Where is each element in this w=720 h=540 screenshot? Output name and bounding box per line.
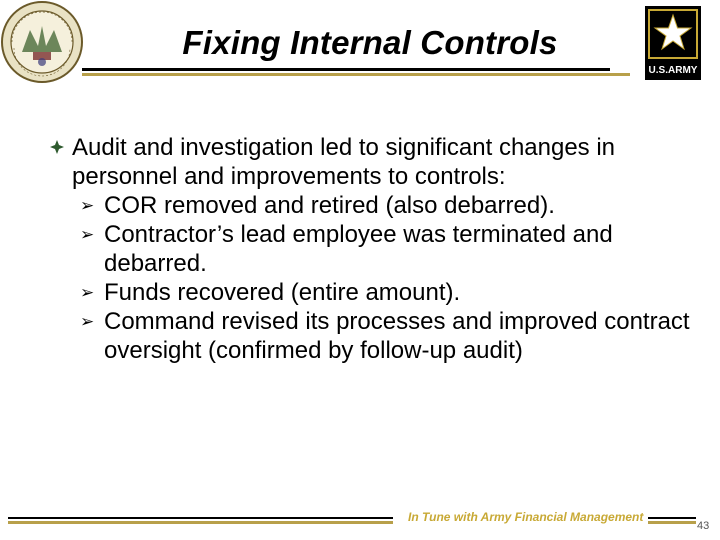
footer-tagline: In Tune with Army Financial Management — [408, 510, 644, 524]
footer-divider-gold — [8, 521, 393, 524]
sub-bullet-text: Funds recovered (entire amount). — [104, 279, 461, 306]
us-army-star-logo — [645, 6, 701, 80]
title-divider-gold — [82, 73, 630, 76]
sub-bullet — [50, 220, 700, 278]
sub-bullet — [50, 307, 700, 365]
sub-bullet-text: COR removed and retired (also debarred). — [104, 192, 555, 219]
footer-divider-gold-right — [648, 521, 696, 524]
army-seal-logo — [0, 0, 84, 84]
sub-bullet — [50, 191, 700, 220]
slide-body — [50, 133, 700, 365]
sub-bullet — [50, 278, 700, 307]
arrow-bullet-icon: ➢ — [80, 312, 95, 331]
sub-bullet-text: Contractor’s lead employee was terminated and debarred. — [104, 221, 613, 277]
sub-bullet-text: Command revised its processes and improved contract oversight (confirmed by follow-up audit) — [104, 308, 690, 364]
footer-divider-black — [8, 517, 393, 519]
slide-title: Fixing Internal Controls — [182, 24, 558, 61]
arrow-bullet-icon: ➢ — [80, 283, 95, 302]
title-divider-black — [82, 68, 610, 71]
arrow-bullet-icon: ➢ — [80, 196, 95, 215]
army-logo-label: U.S.ARMY — [648, 65, 698, 76]
bullet-text: Audit and investigation led to significant changes in personnel and improvements to controls: — [72, 134, 616, 190]
diamond-bullet-icon — [50, 140, 64, 154]
arrow-bullet-icon: ➢ — [80, 225, 95, 244]
bullet-main — [50, 133, 700, 191]
page-number: 43 — [697, 520, 710, 532]
footer-divider-black-right — [648, 517, 696, 519]
